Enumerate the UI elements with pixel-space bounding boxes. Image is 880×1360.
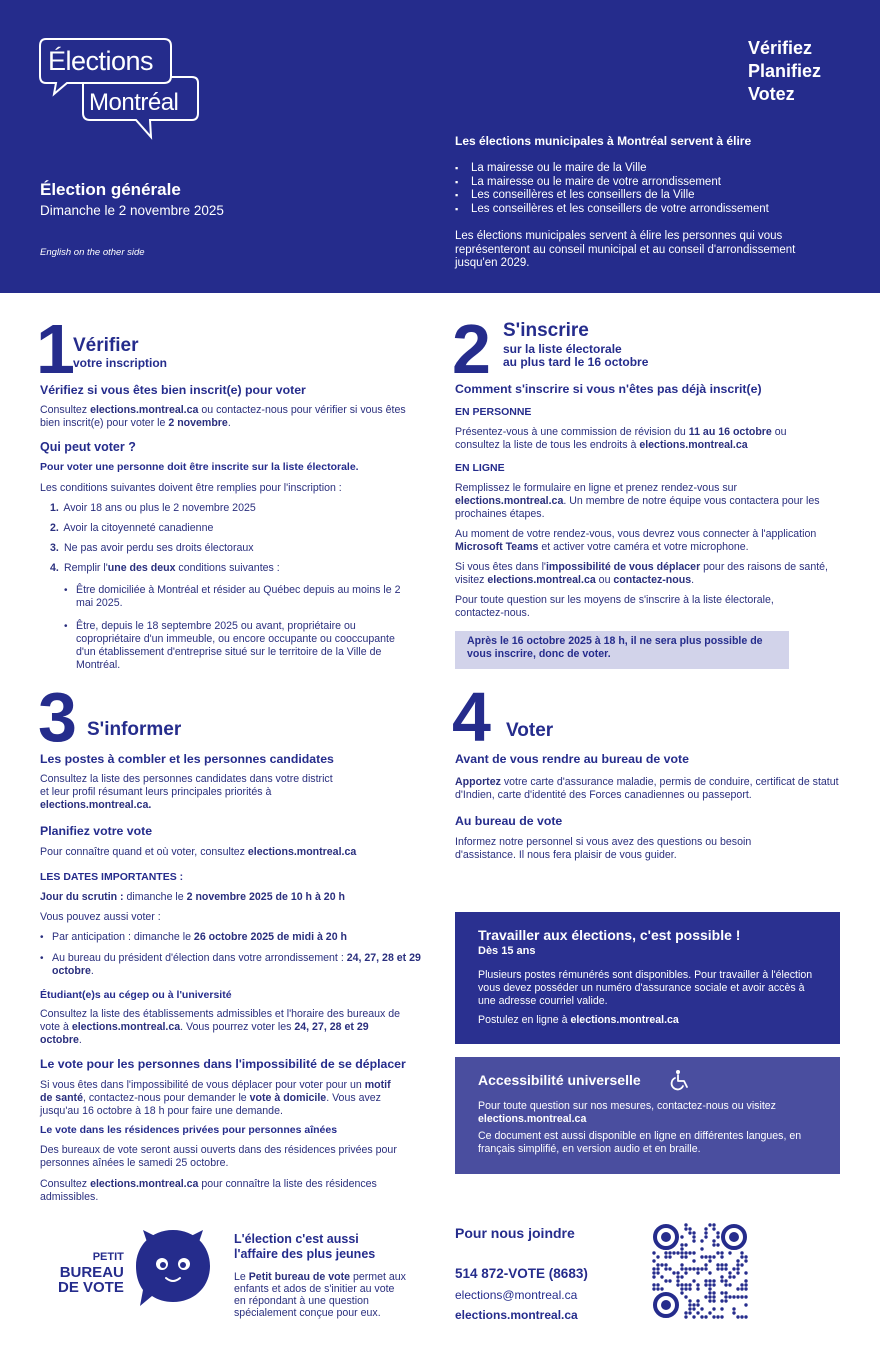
slogan-line: Vérifiez [748,38,813,58]
box-paragraph: Ce document est aussi disponible en ligne en différentes langues, en français simplifié, en version audio et en braille. [478,1130,802,1155]
box-title: Accessibilité universelle [478,1072,641,1088]
roles-list [455,162,769,216]
heading: Au bureau de vote [455,814,563,828]
wheelchair-icon [669,1069,691,1091]
list-item: ▪ La mairesse ou le maire de votre arrondissement [455,176,769,190]
paragraph: Consultez la liste des établissements admissibles et l'horaire des bureaux de vote à elections.montreal.ca. Vous pourrez voter les 24, 27, 28 et 29 octobre. [40,1008,401,1046]
paragraph: Des bureaux de vote seront aussi ouverts dans des résidences privées pour personnes aînées le samedi 25 octobre. [40,1144,397,1169]
qr-code-icon[interactable] [651,1222,749,1320]
logo-text-montreal: Montréal [89,89,179,116]
list-item: • Être, depuis le 18 septembre 2025 ou avant, propriétaire ou copropriétaire d'un immeuble, ou encore occupante ou cooccupante d'un établissement d'entreprise situé sur le territoire de la Ville de Montréal. [64,620,414,672]
heading: Comment s'inscrire si vous n'êtes pas déjà inscrit(e) [455,382,762,396]
paragraph: Les conditions suivantes doivent être remplies pour l'inscription : [40,482,342,494]
election-date: Dimanche le 2 novembre 2025 [40,203,224,218]
box-title: Travailler aux élections, c'est possible ! [478,927,741,943]
paragraph: Jour du scrutin : dimanche le 2 novembre 2025 de 10 h à 20 h [40,891,346,903]
section-title: Vérifier [73,335,139,356]
section-subtitle: votre inscription [73,356,168,370]
paragraph: Au moment de votre rendez-vous, vous devrez vous connecter à l'application Microsoft Teams et activer votre caméra et votre microphone. [455,528,817,553]
section-number: 3 [38,678,77,756]
list-item: ▪ La mairesse ou le maire de la Ville [455,162,769,176]
paragraph: Si vous êtes dans l'impossibilité de vous déplacer pour des raisons de santé, visitez elections.montreal.ca ou contactez-nous. [455,561,828,586]
logo-text-elections: Élections [48,46,154,76]
work-at-elections-box [455,912,840,1044]
heading: Pour voter une personne doit être inscrite sur la liste électorale. [40,461,359,473]
sub-conditions-list [64,584,414,682]
section-number: 2 [452,310,491,388]
heading: Qui peut voter ? [40,440,136,454]
petit-paragraph: Le Petit bureau de vote permet aux enfants et ados de s'initier au vote en répondant à une question spécialement conçue pour eux. [234,1271,406,1319]
box-subtitle: Dès 15 ans [478,945,536,957]
contact-title: Pour nous joindre [455,1225,575,1241]
heading: EN PERSONNE [455,406,532,418]
paragraph: Consultez elections.montreal.ca pour connaître la liste des résidences admissibles. [40,1178,377,1203]
list-item: ▪ Les conseillères et les conseillers de la Ville [455,189,769,203]
conditions-list [50,502,420,582]
section-title: Voter [506,720,554,741]
header-banner [0,0,880,293]
petit-title-line: l'affaire des plus jeunes [234,1247,376,1261]
paragraph: Si vous êtes dans l'impossibilité de vous déplacer pour voter pour un motif de santé, contactez-nous pour demander le vote à domicile. Vous avez jusqu'au 16 octobre à 18 h pour faire une demande. [40,1079,391,1117]
heading: Vérifiez si vous êtes bien inscrit(e) pour voter [40,383,306,397]
slogan-line: Planifiez [748,61,822,81]
header-lead: Les élections municipales à Montréal servent à élire [455,134,752,148]
paragraph: Consultez elections.montreal.ca ou contactez-nous pour vérifier si vous êtes bien inscrit(e) pour voter le 2 novembre. [40,404,406,429]
section-subtitle: au plus tard le 16 octobre [503,355,649,369]
list-item: ▪ Les conseillères et les conseillers de votre arrondissement [455,203,769,217]
english-note: English on the other side [40,247,145,258]
heading: Le vote pour les personnes dans l'impossibilité de se déplacer [40,1057,406,1071]
petit-bureau-section [40,1228,440,1338]
list-item: 2. Avoir la citoyenneté canadienne [50,522,214,534]
paragraph: Présentez-vous à une commission de révision du 11 au 16 octobre ou consultez la liste de tous les endroits à elections.montreal.ca [455,426,787,451]
paragraph: Pour connaître quand et où voter, consultez elections.montreal.ca [40,846,357,858]
slogan [748,37,821,106]
paragraph: Consultez la liste des personnes candidates dans votre district et leur profil résumant leurs principales priorités à elections.montreal.ca. [40,773,333,811]
box-paragraph: Plusieurs postes rémunérés sont disponibles. Pour travailler à l'élection vous devez posséder un numéro d'assurance sociale et avoir accès à une adresse courriel valide. [478,969,813,1007]
petit-title-line: L'élection c'est aussi [234,1232,359,1246]
list-item: 4. Remplir l'une des deux conditions suivantes : [50,562,280,574]
contact-website[interactable]: elections.montreal.ca [455,1308,578,1322]
petit-bureau-logo-text: PETIT BUREAU DE VOTE [58,1251,124,1296]
heading: Les postes à combler et les personnes candidates [40,752,334,766]
section-title: S'informer [87,719,182,740]
list-item: • Être domiciliée à Montréal et résider au Québec depuis au moins le 2 mai 2025. [64,584,414,610]
list-item: • Par anticipation : dimanche le 26 octobre 2025 de midi à 20 h [40,931,430,944]
paragraph: Pour toute question sur les moyens de s'inscrire à la liste électorale, contactez-nous. [455,594,774,619]
election-title: Élection générale [40,180,181,199]
paragraph: Vous pouvez aussi voter : [40,911,161,923]
registration-deadline-notice: Après le 16 octobre 2025 à 18 h, il ne sera plus possible de vous inscrire, donc de voter. [455,631,789,669]
vote-dates-list [40,931,430,988]
heading: LES DATES IMPORTANTES : [40,871,184,883]
mascot-bubble-icon [133,1228,213,1310]
apply-link[interactable]: Postulez en ligne à elections.montreal.ca [478,1014,679,1026]
slogan-line: Votez [748,84,795,104]
contact-email[interactable]: elections@montreal.ca [455,1288,578,1302]
box-paragraph: Pour toute question sur nos mesures, contactez-nous ou visitez elections.montreal.ca [478,1100,776,1125]
contact-phone[interactable]: 514 872-VOTE (8683) [455,1266,588,1281]
accessibility-box [455,1057,840,1174]
section-subtitle: sur la liste électorale [503,342,622,356]
heading: EN LIGNE [455,462,505,474]
heading: Étudiant(e)s au cégep ou à l'université [40,989,232,1001]
paragraph: Remplissez le formulaire en ligne et prenez rendez-vous sur elections.montreal.ca. Un membre de notre équipe vous contactera pour les prochaines étapes. [455,482,820,520]
list-item: 1. Avoir 18 ans ou plus le 2 novembre 2025 [50,502,256,514]
paragraph: Apportez votre carte d'assurance maladie, permis de conduire, certificat de statut d'Indien, carte d'identité des Forces canadiennes ou passeport. [455,776,839,801]
section-number: 1 [36,310,75,388]
heading: Le vote dans les résidences privées pour personnes aînées [40,1124,338,1136]
list-item: 3. Ne pas avoir perdu ses droits électoraux [50,542,254,554]
section-title: S'inscrire [503,320,589,341]
heading: Planifiez votre vote [40,824,153,838]
heading: Avant de vous rendre au bureau de vote [455,752,689,766]
section-number: 4 [452,678,491,756]
header-paragraph: Les élections municipales servent à élire les personnes qui vous représenteront au conseil municipal et au conseil d'arrondissement jusqu'en 2029. [455,230,796,269]
paragraph: Informez notre personnel si vous avez des questions ou besoin d'assistance. Il nous fera plaisir de vous guider. [455,836,752,861]
list-item: • Au bureau du président d'élection dans votre arrondissement : 24, 27, 28 et 29 octobre. [40,952,430,978]
